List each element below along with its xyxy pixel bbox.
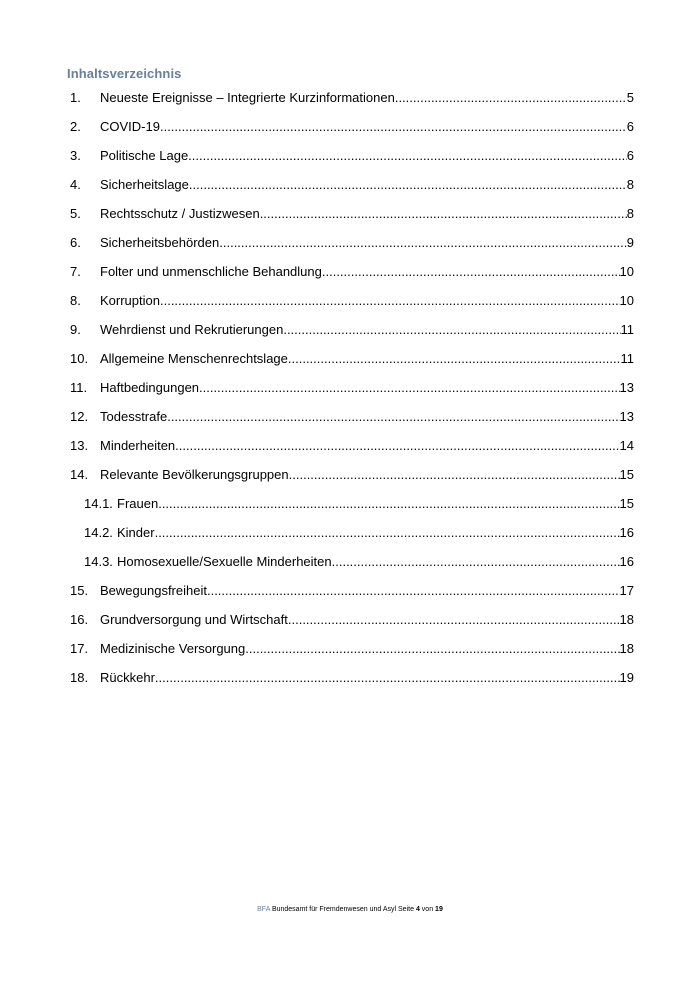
footer-org: Bundesamt für Fremdenwesen und Asyl [271, 906, 397, 913]
toc-entry-title[interactable]: Sicherheitsbehörden [100, 235, 220, 250]
toc-entry-line[interactable] [100, 639, 634, 659]
toc-entry-page[interactable]: 15 [619, 496, 634, 511]
page-footer [0, 906, 700, 913]
toc-entry-line[interactable] [100, 233, 634, 253]
toc-entry-line[interactable] [100, 117, 634, 137]
toc-entry[interactable] [0, 494, 700, 514]
toc-entry-page[interactable]: 19 [619, 670, 634, 685]
toc-entry-title[interactable]: Wehrdienst und Rekrutierungen [100, 322, 284, 337]
toc-entry-number: 14.1. [84, 496, 113, 511]
toc-entry-title[interactable]: Haftbedingungen [100, 380, 200, 395]
toc-dot-leader [395, 88, 627, 108]
toc-entry[interactable] [0, 581, 700, 601]
toc-entry-number: 14.2. [84, 525, 113, 540]
toc-entry[interactable] [0, 639, 700, 659]
toc-entry-number: 15. [70, 583, 89, 598]
toc-entry[interactable] [0, 610, 700, 630]
footer-of-word: von [421, 906, 434, 913]
toc-entry-line[interactable] [100, 146, 634, 166]
toc-entry-number: 5. [70, 206, 81, 221]
toc-entry-title[interactable]: Todesstrafe [100, 409, 168, 424]
toc-entry-page[interactable]: 8 [626, 177, 634, 192]
toc-entry-number: 12. [70, 409, 89, 424]
toc-entry[interactable] [0, 349, 700, 369]
toc-entry[interactable] [0, 175, 700, 195]
toc-entry-page[interactable]: 18 [619, 641, 634, 656]
toc-dot-leader [167, 407, 619, 427]
toc-entry[interactable] [0, 146, 700, 166]
toc-entry-title[interactable]: Allgemeine Menschenrechtslage [100, 351, 288, 366]
toc-entry-number: 13. [70, 438, 89, 453]
toc-entry-title[interactable]: Homosexuelle/Sexuelle Minderheiten [117, 554, 332, 569]
toc-entry-page[interactable]: 5 [626, 90, 634, 105]
toc-entry-page[interactable]: 8 [626, 206, 634, 221]
toc-entry-title[interactable]: Minderheiten [100, 438, 176, 453]
toc-heading: Inhaltsverzeichnis [67, 66, 182, 81]
toc-entry-title[interactable]: Neueste Ereignisse – Integrierte Kurzinformationen [100, 90, 395, 105]
toc-entry-title[interactable]: Rechtsschutz / Justizwesen [100, 206, 260, 221]
toc-entry-line[interactable] [100, 204, 634, 224]
footer-page-word: Seite [398, 906, 414, 913]
toc-entry-page[interactable]: 14 [619, 438, 634, 453]
toc-entry-number: 10. [70, 351, 89, 366]
toc-entry-title[interactable]: Kinder [117, 525, 155, 540]
toc-dot-leader [260, 204, 627, 224]
toc-entry-page[interactable]: 13 [619, 380, 634, 395]
toc-entry-title[interactable]: Bewegungsfreiheit [100, 583, 207, 598]
toc-entry-page[interactable]: 16 [619, 525, 634, 540]
toc-dot-leader [175, 436, 619, 456]
toc-dot-leader [155, 668, 620, 688]
toc-entry-page[interactable]: 17 [619, 583, 634, 598]
toc-entry[interactable] [0, 407, 700, 427]
toc-entry-page[interactable]: 11 [620, 351, 634, 366]
toc-entry-line[interactable] [100, 349, 634, 369]
toc-entry-page[interactable]: 13 [619, 409, 634, 424]
toc-entry-line[interactable] [100, 668, 634, 688]
toc-entry-line[interactable] [100, 262, 634, 282]
toc-entry[interactable] [0, 233, 700, 253]
toc-entry-title[interactable]: Folter und unmenschliche Behandlung [100, 264, 322, 279]
toc-entry[interactable] [0, 262, 700, 282]
toc-entry-page[interactable]: 9 [626, 235, 634, 250]
toc-entry-title[interactable]: Grundversorgung und Wirtschaft [100, 612, 288, 627]
toc-entry-number: 8. [70, 293, 81, 308]
toc-dot-leader [245, 639, 619, 659]
toc-entry[interactable] [0, 291, 700, 311]
toc-entry-number: 7. [70, 264, 81, 279]
toc-entry[interactable] [0, 465, 700, 485]
toc-entry-number: 9. [70, 322, 81, 337]
toc-entry[interactable] [0, 320, 700, 340]
toc-dot-leader [199, 378, 620, 398]
toc-entry-number: 14. [70, 467, 89, 482]
toc-dot-leader [189, 175, 627, 195]
footer-total-pages: 19 [435, 906, 443, 913]
toc-dot-leader [219, 233, 627, 253]
toc-entry-title[interactable]: Sicherheitslage [100, 177, 189, 192]
toc-dot-leader [158, 494, 619, 514]
toc-dot-leader [322, 262, 620, 282]
toc-entry-page[interactable]: 6 [626, 148, 634, 163]
toc-entry[interactable] [0, 378, 700, 398]
toc-dot-leader [288, 610, 620, 630]
toc-entry-line[interactable] [100, 610, 634, 630]
footer-current-page: 4 [415, 906, 420, 913]
toc-entry-line[interactable] [100, 407, 634, 427]
toc-entry-title[interactable]: COVID-19 [100, 119, 160, 134]
toc-entry-page[interactable]: 6 [626, 119, 634, 134]
toc-entry-number: 2. [70, 119, 81, 134]
toc-dot-leader [283, 320, 620, 340]
toc-entry-number: 11. [70, 380, 88, 395]
toc-entry-title[interactable]: Relevante Bevölkerungsgruppen [100, 467, 289, 482]
toc-entry[interactable] [0, 523, 700, 543]
toc-entry-line[interactable] [117, 523, 634, 543]
toc-entry-line[interactable] [117, 494, 634, 514]
toc-entry-number: 3. [70, 148, 81, 163]
toc-entry-number: 1. [70, 90, 81, 105]
toc-entry-page[interactable]: 18 [619, 612, 634, 627]
toc-entry[interactable] [0, 204, 700, 224]
toc-entry-line[interactable] [100, 320, 634, 340]
toc-entry-line[interactable] [100, 465, 634, 485]
toc-dot-leader [288, 349, 621, 369]
toc-entry-number: 17. [70, 641, 89, 656]
toc-entry[interactable] [0, 436, 700, 456]
toc-dot-leader [207, 581, 620, 601]
toc-entry-title[interactable]: Medizinische Versorgung [100, 641, 246, 656]
toc-entry[interactable] [0, 88, 700, 108]
toc-entry-number: 14.3. [84, 554, 113, 569]
toc-entry-page[interactable]: 11 [620, 322, 634, 337]
toc-dot-leader [155, 523, 620, 543]
toc-entry-number: 18. [70, 670, 89, 685]
toc-entry-title[interactable]: Korruption [100, 293, 160, 308]
toc-entry-line[interactable] [100, 378, 634, 398]
toc-entry-page[interactable]: 15 [619, 467, 634, 482]
toc-entry-number: 16. [70, 612, 89, 627]
toc-entry[interactable] [0, 668, 700, 688]
toc-entry-line[interactable] [100, 291, 634, 311]
toc-entry[interactable] [0, 552, 700, 572]
toc-dot-leader [160, 291, 620, 311]
toc-dot-leader [188, 146, 627, 166]
toc-entry-number: 4. [70, 177, 81, 192]
toc-entry[interactable] [0, 117, 700, 137]
toc-entry-title[interactable]: Politische Lage [100, 148, 189, 163]
toc-dot-leader [160, 117, 627, 137]
toc-entry-line[interactable] [100, 88, 634, 108]
toc-entry-title[interactable]: Frauen [117, 496, 159, 511]
toc-entry-line[interactable] [100, 175, 634, 195]
toc-entry-line[interactable] [100, 581, 634, 601]
toc-entry-line[interactable] [100, 436, 634, 456]
toc-entry-title[interactable]: Rückkehr [100, 670, 155, 685]
toc-entry-page[interactable]: 16 [619, 554, 634, 569]
toc-dot-leader [332, 552, 620, 572]
toc-entry-number: 6. [70, 235, 81, 250]
toc-entry-page[interactable]: 10 [619, 293, 634, 308]
toc-entry-page[interactable]: 10 [619, 264, 634, 279]
footer-abbr: BFA [257, 906, 270, 913]
toc-dot-leader [289, 465, 620, 485]
toc-entry-line[interactable] [117, 552, 634, 572]
